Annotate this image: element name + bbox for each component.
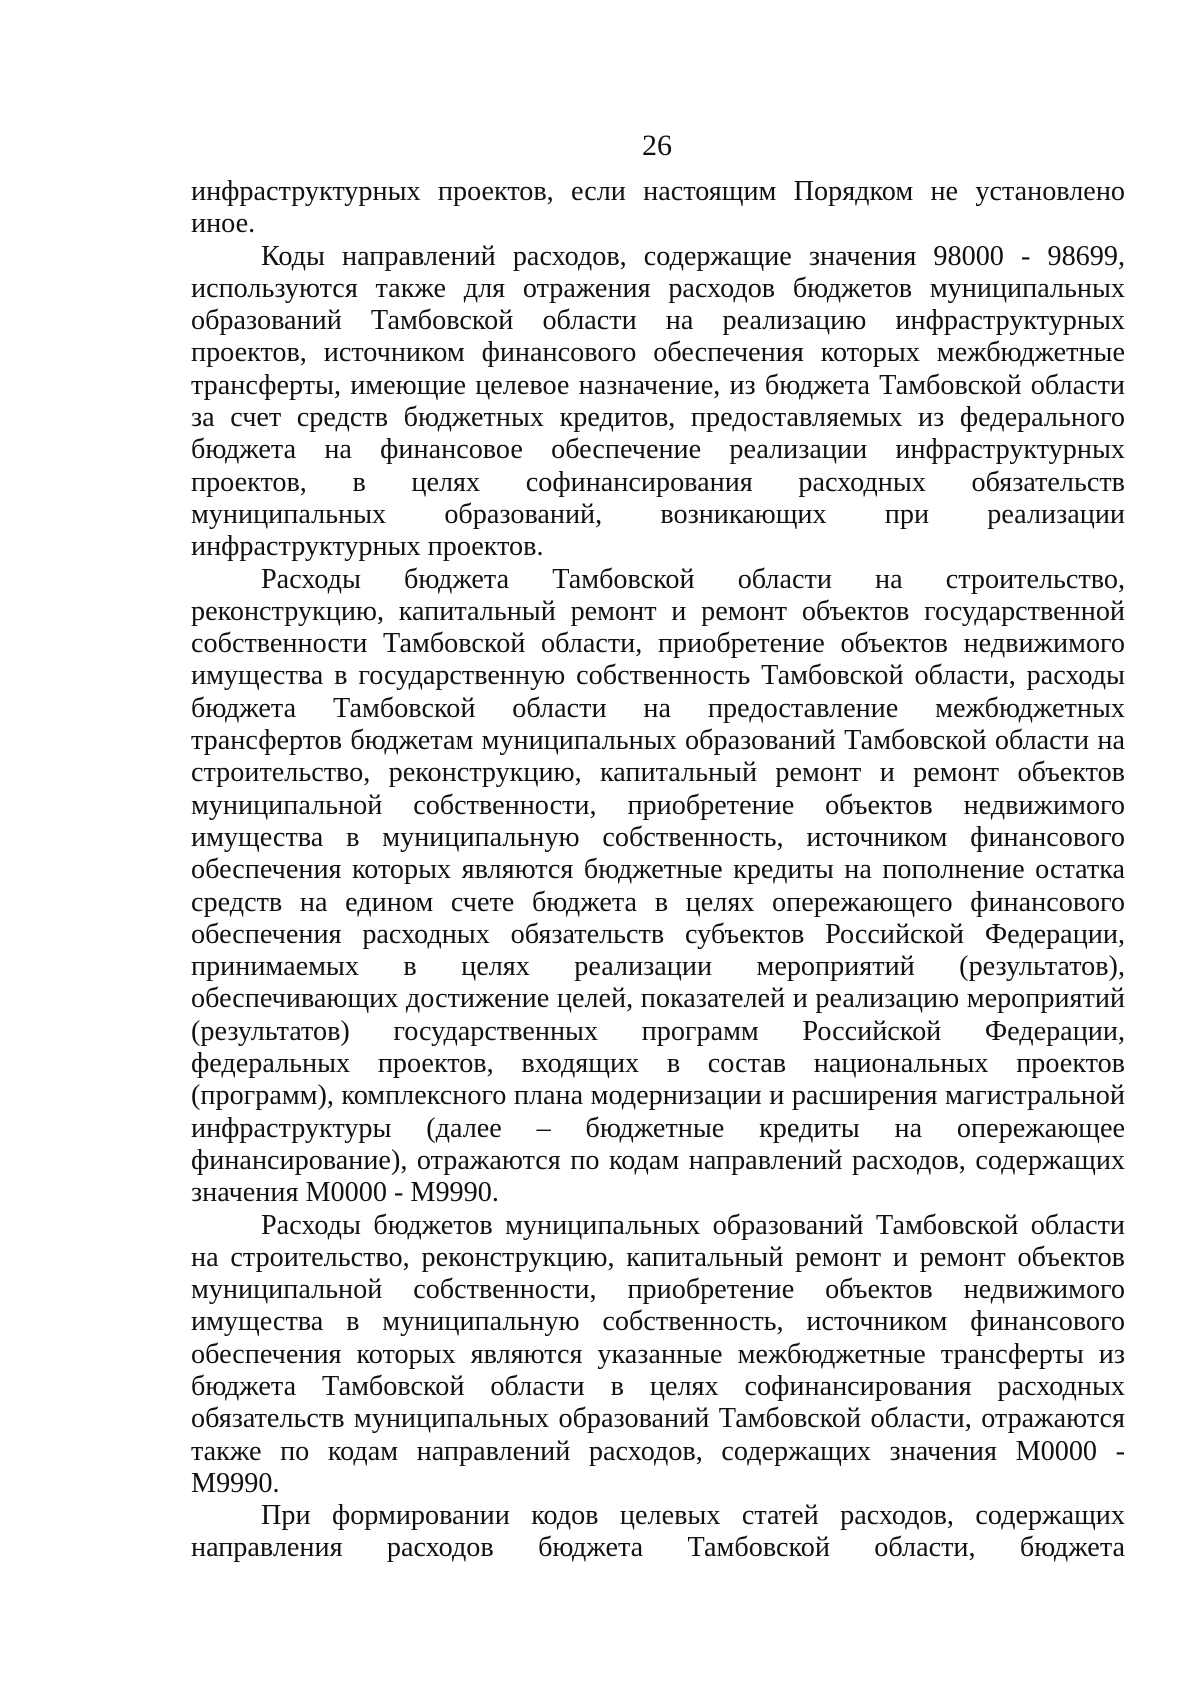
paragraph: Расходы бюджетов муниципальных образований Тамбовской области на строительство, реконструкцию, капитальный ремонт и ремонт объектов муниципальной собственности, приобретение объектов недвижимого имущества в муниципальную собственность, источником финансового обеспечения которых являются указанные межбюджетные трансферты из бюджета Тамбовской области в целях софинансирования расходных обязательств муниципальных образований Тамбовской области, отражаются также по кодам направлений расходов, содержащих значения М0000 - М9990. — [191, 1209, 1125, 1499]
paragraph: При формировании кодов целевых статей расходов, содержащих направления расходов бюджета Тамбовской области, бюджета — [191, 1500, 1125, 1564]
paragraph: Расходы бюджета Тамбовской области на строительство, реконструкцию, капитальный ремонт и ремонт объектов государственной собственности Тамбовской области, приобретение объектов недвижимого имущества в государственную собственность Тамбовской области, расходы бюджета Тамбовской области на предоставление межбюджетных трансфертов бюджетам муниципальных образований Тамбовской области на строительство, реконструкцию, капитальный ремонт и ремонт объектов муниципальной собственности, приобретение объектов недвижимого имущества в муниципальную собственность, источником финансового обеспечения которых являются бюджетные кредиты на пополнение остатка средств на едином счете бюджета в целях опережающего финансового обеспечения расходных обязательств субъектов Российской Федерации, принимаемых в целях реализации мероприятий (результатов), обеспечивающих достижение целей, показателей и реализацию мероприятий (результатов) государственных программ Российской Федерации, федеральных проектов, входящих в состав национальных проектов (программ), комплексного плана модернизации и расширения магистральной инфраструктуры (далее – бюджетные кредиты на опережающее финансирование), отражаются по кодам направлений расходов, содержащих значения М0000 - М9990. — [191, 563, 1125, 1209]
document-body — [191, 176, 1125, 1565]
paragraph: Коды направлений расходов, содержащие значения 98000 - 98699, используются также для отражения расходов бюджетов муниципальных образований Тамбовской области на реализацию инфраструктурных проектов, источником финансового обеспечения которых межбюджетные трансферты, имеющие целевое назначение, из бюджета Тамбовской области за счет средств бюджетных кредитов, предоставляемых из федерального бюджета на финансовое обеспечение реализации инфраструктурных проектов, в целях софинансирования расходных обязательств муниципальных образований, возникающих при реализации инфраструктурных проектов. — [191, 240, 1125, 563]
page-number: 26 — [642, 129, 672, 162]
paragraph-continuation: инфраструктурных проектов, если настоящим Порядком не установлено иное. — [191, 176, 1125, 240]
